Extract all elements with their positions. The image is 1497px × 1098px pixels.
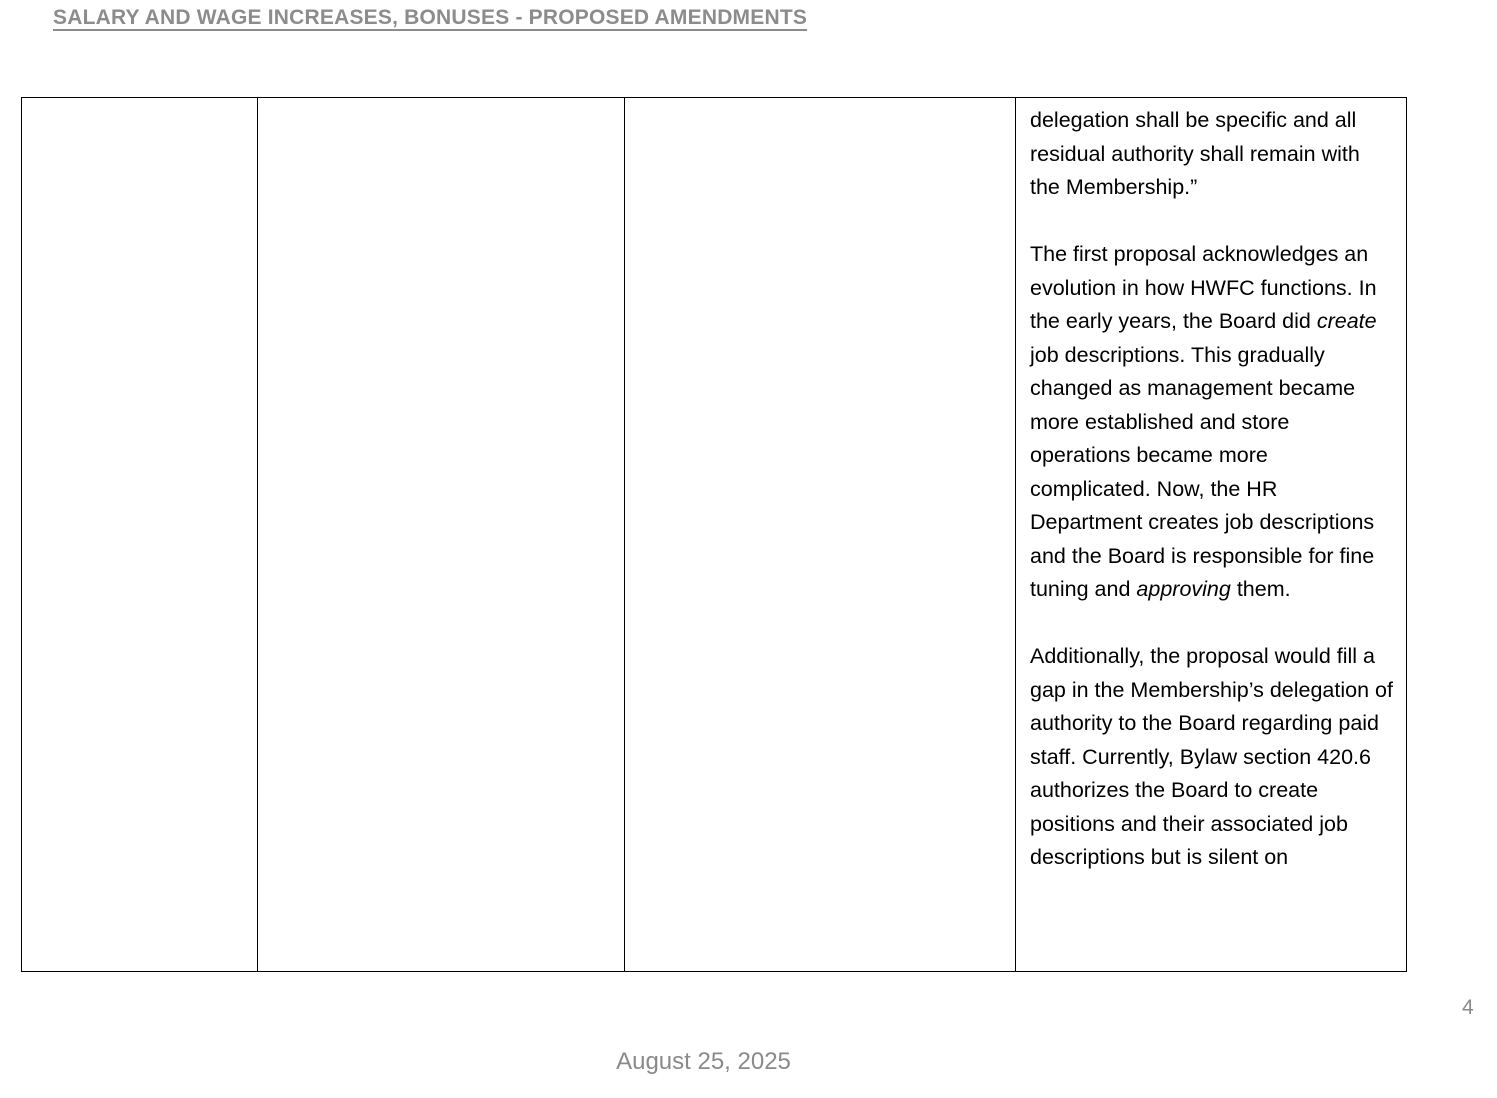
- paragraph-spacer: [1030, 607, 1394, 641]
- table-row: [22, 98, 1407, 972]
- table-cell-column-2: [258, 98, 625, 972]
- paragraph-text-segment: them.: [1230, 577, 1291, 601]
- proposed-amendments-table: [21, 97, 1407, 972]
- table-cell-column-3: [625, 98, 1016, 972]
- paragraph-additionally: Additionally, the proposal would fill a gap in the Membership’s delegation of authority to the Board regarding paid staff. Currently, Bylaw section 420.6 authorizes the Board to create positions and their associated job descriptions but is silent on: [1030, 644, 1393, 869]
- paragraph-first-proposal: [1030, 238, 1394, 607]
- page-header-title: SALARY AND WAGE INCREASES, BONUSES - PROPOSED AMENDMENTS: [53, 6, 808, 29]
- page-number: 4: [1462, 996, 1474, 1019]
- cell-column-2-content: [258, 98, 624, 104]
- paragraph-continuation: delegation shall be specific and all residual authority shall remain with the Membership.”: [1030, 108, 1360, 199]
- table-cell-column-4: [1016, 98, 1407, 972]
- cell-column-1-content: [22, 98, 257, 104]
- paragraph-spacer: [1030, 205, 1394, 239]
- footer-date: August 25, 2025: [616, 1048, 791, 1075]
- table-cell-column-1: [22, 98, 258, 972]
- paragraph-text-segment: The first proposal acknowledges an evolution in how HWFC functions. In the early years, the Board did: [1030, 242, 1377, 333]
- cell-column-4-content: [1016, 98, 1406, 875]
- emphasis-approving: approving: [1136, 577, 1231, 601]
- cell-column-3-content: [625, 98, 1015, 104]
- emphasis-create: create: [1316, 309, 1377, 333]
- paragraph-text-segment: job descriptions. This gradually changed as management became more established and store operations became more complicated. Now, the HR Department creates job descriptions and the Board is responsible for fine tuning and: [1030, 342, 1375, 601]
